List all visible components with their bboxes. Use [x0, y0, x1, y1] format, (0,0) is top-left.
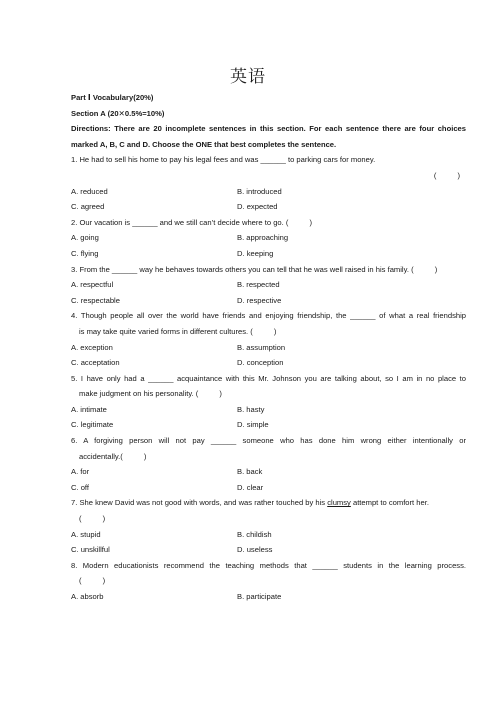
option-c: C. agreed	[71, 202, 105, 212]
option-c: C. respectable	[71, 295, 120, 305]
options-row	[71, 527, 466, 543]
option-d: D. useless	[237, 545, 273, 555]
option-c: C. flying	[71, 248, 99, 258]
question-4	[71, 308, 466, 370]
question-stem: 7. She knew David was not good with words, and was rather touched by his clumsy attempt to comfort her.	[71, 495, 466, 511]
option-c: C. acceptation	[71, 358, 120, 368]
question-6	[71, 433, 466, 495]
question-stem-cont: ( )	[79, 514, 106, 524]
options-row	[71, 230, 466, 246]
options-row	[71, 246, 466, 262]
answer-paren: ( )	[433, 170, 460, 180]
options-row	[71, 340, 466, 356]
question-stem: 4. Though people all over the world have friends and enjoying friendship, the ______ of what a real friendship	[71, 311, 466, 321]
option-a: A. stupid	[71, 529, 101, 539]
question-stem: 1. He had to sell his home to pay his legal fees and was ______ to parking cars for money.	[71, 155, 376, 165]
question-stem-cont: ( )	[79, 576, 106, 586]
option-a: A. reduced	[71, 186, 108, 196]
option-d: D. clear	[237, 482, 264, 492]
option-a: A. respectful	[71, 280, 114, 290]
option-b: B. back	[237, 467, 263, 477]
options-row	[71, 184, 466, 200]
options-row	[71, 293, 466, 309]
exam-content	[71, 90, 466, 605]
option-a: A. intimate	[71, 404, 107, 414]
question-1	[71, 152, 466, 214]
options-row	[71, 480, 466, 496]
option-c: C. legitimate	[71, 420, 114, 430]
option-d: D. conception	[237, 358, 284, 368]
option-d: D. respective	[237, 295, 282, 305]
directions: Directions: There are 20 incomplete sentences in this section. For each sentence there are four choices marked A, B, C and D. Choose the ONE that best completes the sentence.	[71, 124, 466, 149]
option-d: D. simple	[237, 420, 269, 430]
option-b: B. introduced	[237, 186, 282, 196]
question-stem: 5. I have only had a ______ acquaintance with this Mr. Johnson you are talking about, so I am in no place to	[71, 373, 466, 383]
option-a: A. absorb	[71, 592, 104, 601]
option-a: A. going	[71, 233, 99, 243]
option-c: C. off	[71, 482, 90, 492]
part-heading: Part Ⅰ Vocabulary(20%)	[71, 93, 154, 102]
question-stem: 6. A forgiving person will not pay ______ someone who has done him wrong either intentionally or	[71, 436, 466, 446]
question-stem-cont: accidentally.( )	[79, 451, 147, 461]
option-b: B. participate	[237, 592, 282, 601]
options-row	[71, 402, 466, 418]
options-row	[71, 464, 466, 480]
option-b: B. respected	[237, 280, 280, 290]
option-a: A. exception	[71, 342, 113, 352]
question-2	[71, 215, 466, 262]
question-stem-cont: make judgment on his personality. ( )	[79, 389, 222, 399]
section-heading: Section A (20✕0.5%=10%)	[71, 108, 165, 118]
question-8	[71, 558, 466, 605]
options-row	[71, 199, 466, 215]
page-title: 英语	[230, 67, 266, 87]
option-d: D. expected	[237, 202, 278, 212]
option-c: C. unskillful	[71, 545, 110, 555]
options-row	[71, 277, 466, 293]
options-row	[71, 355, 466, 371]
option-b: B. childish	[237, 529, 272, 539]
question-5	[71, 371, 466, 433]
options-row	[71, 417, 466, 433]
option-b: B. approaching	[237, 233, 289, 243]
question-stem-cont: is may take quite varied forms in different cultures. ( )	[79, 326, 277, 336]
question-stem: 3. From the ______ way he behaves towards others you can tell that he was well raised in his family. ( )	[71, 264, 438, 274]
question-3	[71, 262, 466, 309]
options-row	[71, 589, 466, 605]
option-d: D. keeping	[237, 248, 274, 258]
option-b: B. hasty	[237, 404, 265, 414]
question-stem: 8. Modern educationists recommend the teaching methods that ______ students in the learning process.	[71, 560, 466, 570]
underlined-word: clumsy	[327, 498, 351, 508]
question-7	[71, 495, 466, 557]
question-stem: 2. Our vacation is ______ and we still can’t decide where to go. ( )	[71, 217, 313, 227]
options-row	[71, 542, 466, 558]
option-b: B. assumption	[237, 342, 286, 352]
option-a: A. for	[71, 467, 90, 477]
